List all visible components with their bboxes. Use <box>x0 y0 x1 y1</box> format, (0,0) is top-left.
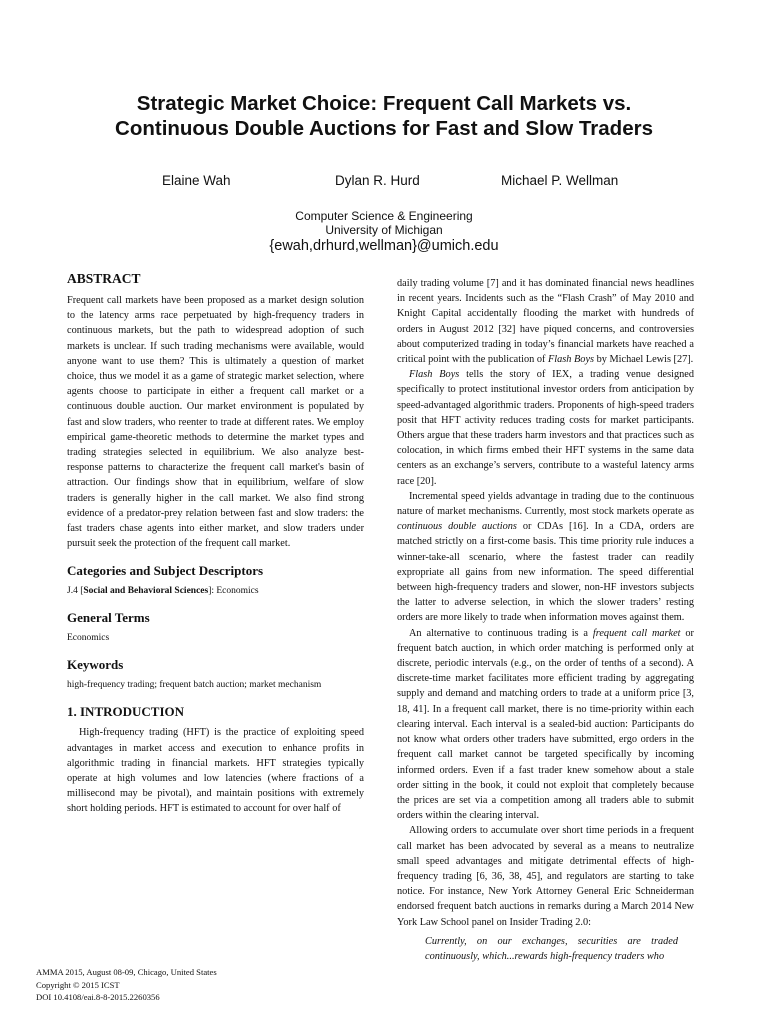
p1-text-b: by Michael Lewis [27]. <box>594 354 694 366</box>
footer-copyright: Copyright © 2015 ICST <box>36 979 120 990</box>
affiliation-dept: Computer Science & Engineering <box>295 209 473 223</box>
p4-italic: frequent call market <box>592 627 681 639</box>
footer-doi: DOI 10.4108/eai.8-8-2015.2260356 <box>36 992 160 1002</box>
right-column <box>397 276 694 964</box>
general-terms-heading: General Terms <box>67 610 150 626</box>
keywords-heading: Keywords <box>67 657 124 673</box>
p4-text-b: or frequent batch auction, in which order matching is performed only at discrete, periodic intervals (e.g., on the order of tenths of a second). A discrete-time market facilitates more efficient trading by aggregating supply and demand and matching orders to trade at a uniform price [3, 18, 41]. In a frequent call market, there is no time-priority within each clearing interval. Each interval is a sealed-bid auction: Participants do not know what orders other traders have submitted, ergo orders in the frequent call market cannot be targeted specifically by incoming informed orders. Even if a fast trader knew somehow about a stale order sitting in the book, it could not exploit that completely because the prices are set via a competition among all traders able to submit orders within the clearing interval. <box>397 627 694 822</box>
keywords-text: high-frequency trading; frequent batch auction; market mechanism <box>67 680 322 691</box>
categories-text <box>67 584 364 598</box>
footer-venue: AMMA 2015, August 08-09, Chicago, United States <box>36 967 217 977</box>
author-email: {ewah,drhurd,wellman}@umich.edu <box>269 238 499 254</box>
categories-heading: Categories and Subject Descriptors <box>67 563 264 579</box>
right-paragraph-4 <box>397 626 694 824</box>
title-line-2: Continuous Double Auctions for Fast and Slow Traders <box>115 117 653 140</box>
author-2: Dylan R. Hurd <box>335 173 420 188</box>
abstract-text: Frequent call markets have been proposed as a market design solution to the latency arms race perpetuated by high-frequency traders in continuous markets, but the path to widespread adoption of such markets is unclear. If such trading mechanisms were available, would anyone want to use them? This is ultimately a question of market choice, thus we model it as a game of strategic market selection, where agents choose to participate in either a frequent call market or a continuous double auction. Our market environment is populated by fast and slow traders, who reenter to trade at different rates. We employ empirical game-theoretic methods to determine the market types and trading strategies selected in equilibrium. We also analyze best-response patterns to characterize the frequent call market's basin of attraction. Our findings show that in equilibrium, welfare of slow traders is generally higher in the call market. We also find strong evidence of a predator-prey relation between fast and slow traders: the fast traders chase agents into either market, and slow traders under pursuit seek the protection of the frequent call market. <box>67 295 364 550</box>
title-line-1: Strategic Market Choice: Frequent Call Markets vs. <box>136 92 632 115</box>
introduction-heading: 1. INTRODUCTION <box>67 704 185 720</box>
p3-text-b: or CDAs [16]. In a CDA, orders are matched strictly on a first-come basis. This time priority rule induces a winner-take-all scenario, where the fastest trader can readily expropriate all gains from new information. The speed differential between high-frequency traders and slower, non-HF investors subjects the latter to adverse selection, in which the slower traders’ resting orders are more likely to trade when information moves against them. <box>397 521 694 624</box>
abstract-heading: ABSTRACT <box>67 271 141 286</box>
right-paragraph-3 <box>397 489 694 626</box>
categories-bold: Social and Behavioral Sciences <box>83 586 209 597</box>
p2-text: tells the story of IEX, a trading venue designed specifically to protect institutional investor orders from anticipation by speed-advantaged algorithmic traders. Proponents of high-speed traders posit that HFT activity reduces trading costs for market participants. Others argue that these traders harm investors and that practices such as colocation, in which firms embed their HFT systems in the same data centers as an exchange’s servers, contribute to a wasteful latency arms race [20]. <box>397 369 695 487</box>
right-paragraph-1 <box>397 276 694 367</box>
paper-title <box>40 91 728 141</box>
p3-text-a: Incremental speed yields advantage in trading due to the continuous nature of market mechanisms. Currently, most stock markets operate as <box>397 490 694 518</box>
right-paragraph-2 <box>397 367 694 489</box>
left-column <box>67 270 364 817</box>
p4-text-a: An alternative to continuous trading is a <box>409 627 593 639</box>
author-3: Michael P. Wellman <box>501 173 619 188</box>
author-1: Elaine Wah <box>162 173 231 188</box>
general-terms-text: Economics <box>67 633 110 644</box>
intro-paragraph-1: High-frequency trading (HFT) is the practice of exploiting speed advantages in market access and execution to enhance profits in algorithmic trading in financial markets. HFT strategies typically operate at high volumes and low latencies (where fractions of a millisecond may be pivotal), and maintain positions with extremely short holding periods. HFT is estimated to account for over half of <box>67 727 364 815</box>
block-quote: Currently, on our exchanges, securities are traded continuously, which...rewards high-frequency traders who <box>425 935 678 962</box>
affiliation-univ: University of Michigan <box>325 223 443 237</box>
copyright-footer <box>36 966 217 1004</box>
p1-italic: Flash Boys <box>547 354 595 366</box>
right-paragraph-5: Allowing orders to accumulate over short time periods in a frequent call market has been advocated by several as a means to neutralize small speed advantages and mitigate detrimental effects of high-frequency trading [6, 36, 38, 45], and regulators are starting to take notice. For instance, New York Attorney General Eric Schneiderman endorsed frequent batch auctions in remarks during a March 2014 New York Law School panel on Insider Trading 2.0: <box>397 825 694 928</box>
p3-italic: continuous double auctions <box>397 521 517 533</box>
categories-code: J.4 [ <box>67 586 84 597</box>
affiliation <box>184 209 584 255</box>
categories-rest: ]: Economics <box>208 586 259 597</box>
p1-text-a: daily trading volume [7] and it has dominated financial news headlines in recent years. Incidents such as the “Flash Crash” of May 2010 and Knight Capital accidentally flooding the market with hundreds of orders in August 2012 [32] have piqued concerns, and controversies about computerized trading in today’s financial markets have reached a critical point with the publication of <box>397 278 694 366</box>
p2-italic: Flash Boys <box>409 369 460 381</box>
